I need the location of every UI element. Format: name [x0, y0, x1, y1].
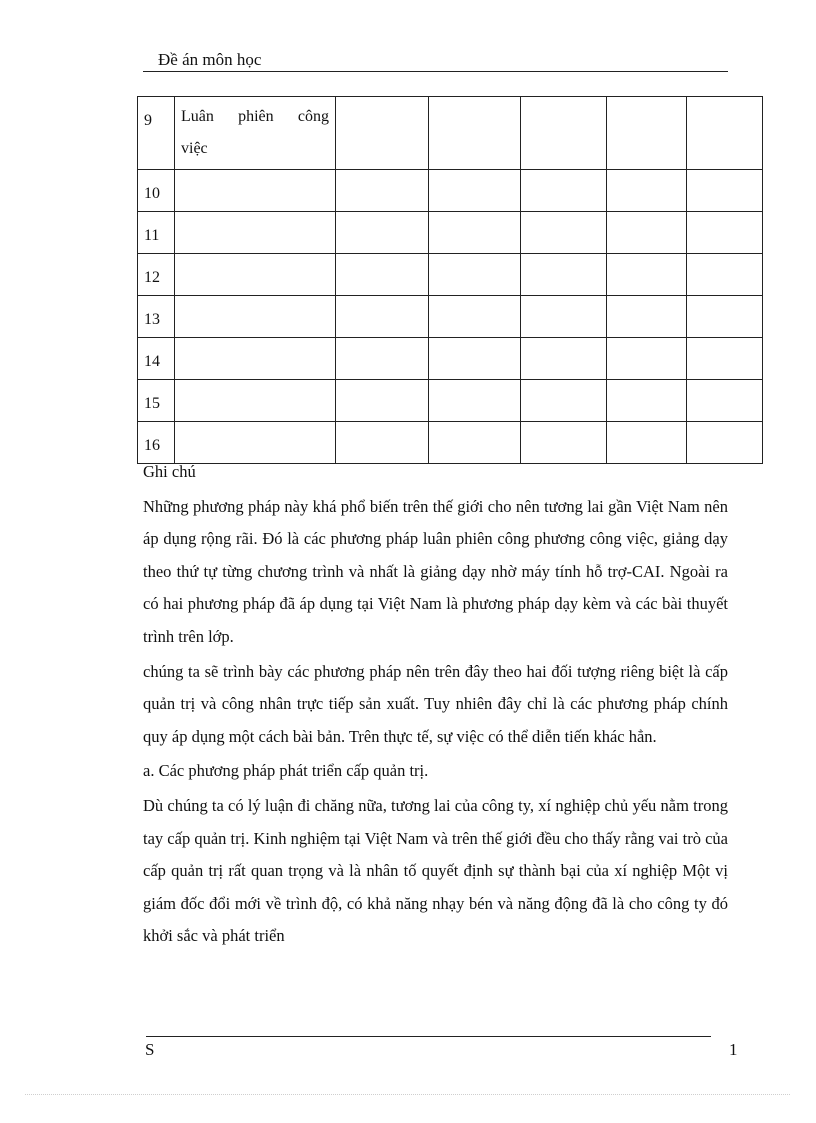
table-cell [336, 338, 429, 380]
table-cell [336, 296, 429, 338]
row-number: 13 [138, 296, 175, 338]
table-cell [607, 338, 687, 380]
table-row [138, 254, 763, 296]
table-cell [521, 296, 607, 338]
table-cell [429, 338, 521, 380]
table-cell [687, 97, 763, 170]
table-cell [429, 170, 521, 212]
method-name-line1: Luân phiên công [181, 108, 329, 125]
table-row [138, 170, 763, 212]
table-cell [687, 170, 763, 212]
row-method-name [175, 296, 336, 338]
table-cell [687, 254, 763, 296]
row-number: 15 [138, 380, 175, 422]
table-cell [521, 212, 607, 254]
row-number: 10 [138, 170, 175, 212]
table-cell [429, 296, 521, 338]
table-cell [429, 254, 521, 296]
table-row [138, 296, 763, 338]
row-number: 16 [138, 422, 175, 464]
table-cell [336, 380, 429, 422]
table-cell [607, 254, 687, 296]
row-method-name [175, 212, 336, 254]
table-cell [607, 296, 687, 338]
row-number: 9 [138, 97, 175, 170]
footer-left-text: S [145, 1040, 155, 1059]
note-label: Ghi chú [143, 462, 196, 481]
table-row [138, 97, 763, 170]
table-cell [687, 296, 763, 338]
row-number: 14 [138, 338, 175, 380]
table-cell [429, 380, 521, 422]
table-cell [607, 380, 687, 422]
table-cell [521, 380, 607, 422]
footer-divider [146, 1036, 711, 1037]
table-cell [521, 97, 607, 170]
table-cell [687, 212, 763, 254]
table-cell [336, 212, 429, 254]
page-number: 1 [729, 1040, 738, 1059]
table-cell [607, 170, 687, 212]
table-cell [429, 97, 521, 170]
table-cell [687, 380, 763, 422]
table-cell [336, 97, 429, 170]
paragraph: chúng ta sẽ trình bày các phương pháp nên trên đây theo hai đối tượng riêng biệt là cấp quản trị và công nhân trực tiếp sản xuất. Tuy nhiên đây chỉ là các phương pháp chính quy áp dụng một cách bài bản. Trên thực tế, sự việc có thể diễn tiến khác hẳn. [143, 661, 728, 746]
body-text [143, 456, 728, 955]
paragraph: Dù chúng ta có lý luận đi chăng nữa, tương lai của công ty, xí nghiệp chủ yếu nằm trong tay cấp quản trị. Kinh nghiệm tại Việt Nam và trên thế giới đều cho thấy rằng vai trò của cấp quản trị rất quan trọng và là nhân tố quyết định sự thành bại của xí nghiệp Một vị giám đốc đổi mới về trình độ, có khả năng nhạy bén và năng động đã là cho công ty đó khởi sắc và phát triển [143, 795, 728, 946]
row-method-name [175, 97, 336, 170]
table-cell [607, 212, 687, 254]
row-method-name [175, 170, 336, 212]
table-cell [429, 212, 521, 254]
table-row [138, 338, 763, 380]
header-title: Đề án môn học [158, 50, 262, 69]
table-row [138, 212, 763, 254]
row-number: 11 [138, 212, 175, 254]
row-method-name [175, 338, 336, 380]
table-cell [521, 170, 607, 212]
table-row [138, 380, 763, 422]
table-cell [336, 254, 429, 296]
paragraph: Những phương pháp này khá phổ biến trên thế giới cho nên tương lai gần Việt Nam nên áp dụng rộng rãi. Đó là các phương pháp luân phiên công phương công việc, giảng dạy theo thứ tự từng chương trình và nhất là giảng dạy nhờ máy tính hỗ trợ-CAI. Ngoài ra có hai phương pháp đã áp dụng tại Việt Nam là phương pháp dạy kèm và các bài thuyết trình trên lớp. [143, 496, 728, 646]
section-heading: a. Các phương pháp phát triển cấp quản trị. [143, 761, 429, 781]
table-cell [521, 254, 607, 296]
page-header [143, 46, 728, 72]
method-name-line2: việc [181, 140, 208, 157]
table-cell [521, 338, 607, 380]
table-cell [607, 97, 687, 170]
methods-table [137, 96, 763, 464]
table-cell [336, 170, 429, 212]
page-edge-divider [25, 1094, 790, 1095]
row-method-name [175, 254, 336, 296]
row-number: 12 [138, 254, 175, 296]
table-cell [687, 338, 763, 380]
row-method-name [175, 380, 336, 422]
